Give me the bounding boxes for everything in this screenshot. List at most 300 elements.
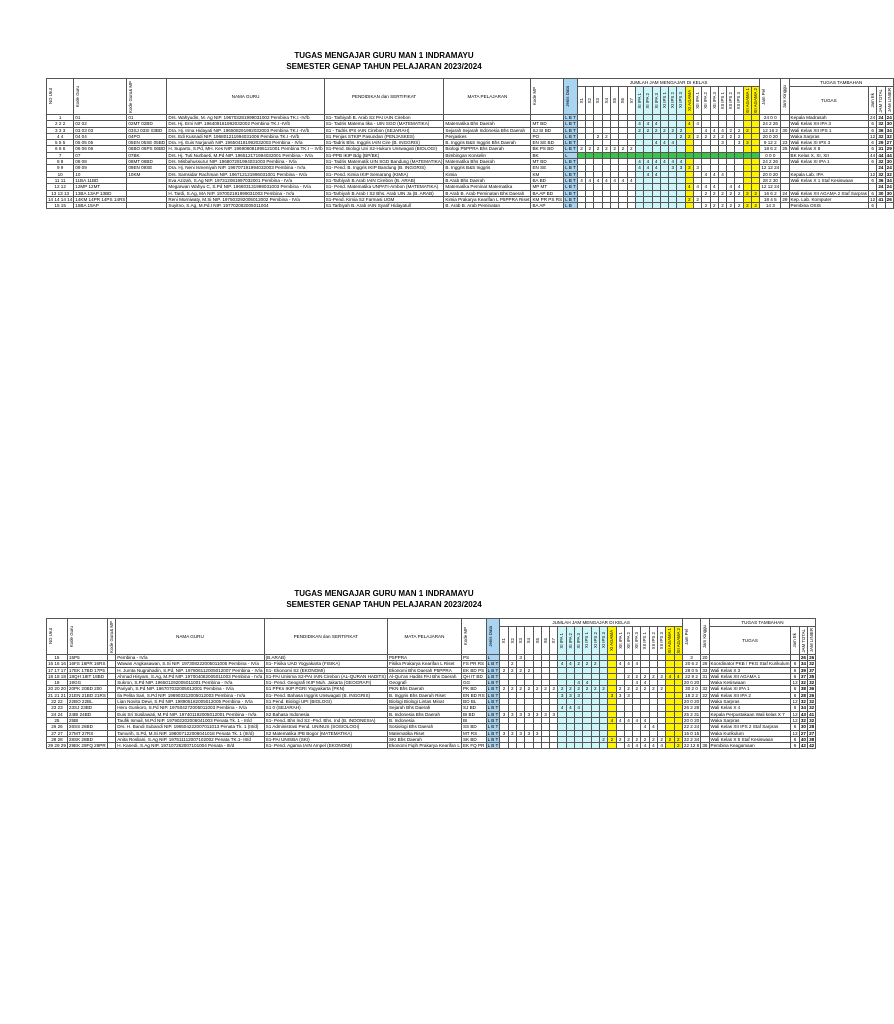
header-class [525, 627, 533, 655]
row-jam-kinggu: 31 [702, 673, 708, 679]
row-kode-guru: 24BI 24BD [67, 711, 107, 717]
row-jam-linier [885, 203, 893, 209]
header-label: X2 [587, 97, 593, 104]
row-jam-kinggu: 23 [782, 140, 788, 146]
header-label: XI IPA 3 [653, 92, 659, 109]
row-jam-pel: 22 12 8 [683, 743, 700, 749]
row-jenis-data: L B T [487, 724, 499, 730]
header-label: XII AGAMA 2 [753, 87, 759, 114]
row-mata-pelajaran: B. Inggris B&S Inggris Bhs Daerah [444, 140, 531, 146]
header-jam-kinggu [701, 619, 709, 655]
row-jam-kinggu: 22 [702, 692, 708, 698]
row-class-hours: 2 [633, 736, 641, 742]
row-class-hours [508, 743, 516, 749]
row-jam-pel: 15 0 15 [683, 730, 700, 736]
row-jam-kinggu: 28 [702, 661, 708, 667]
row-jam-linier: 32 [886, 171, 892, 177]
header-class [591, 627, 599, 655]
row-jam-pel: 20 0 20 [760, 171, 781, 177]
table-row [47, 152, 894, 158]
row-jam-total: 29 [878, 140, 884, 146]
row-jam-ek: 12 [870, 196, 876, 202]
row-class-hours [577, 203, 585, 209]
row-kode-guru: 10 [74, 171, 127, 177]
row-class-hours: 2 [669, 127, 677, 133]
header-jumlah-jam: JUMLAH JAM MENGAJAR DI KELAS [500, 619, 683, 627]
row-kode-guru: 08 08 [74, 159, 127, 165]
header-label: XI IPS 2 [670, 92, 676, 109]
row-nama-guru: H. Jumta Nugrahadin, S.Pd, NIP. 197806112005012007 Pembina - IV/a [117, 667, 263, 673]
header-label: XI IPS 3 [600, 632, 606, 649]
header-label: XII IPA 3 [711, 92, 717, 109]
teaching-table-2 [46, 618, 816, 749]
row-jam-total: 27 [800, 730, 806, 736]
header-label: XII IPA 1 [694, 92, 700, 109]
row-jam-linier: 30 [886, 159, 892, 165]
row-jam-total: 32 [800, 680, 806, 686]
row-jam-ek: 6 [868, 159, 876, 165]
row-class-hours [591, 743, 599, 749]
row-jam-pel: 26 2 28 [683, 705, 700, 711]
row-class-hours [677, 203, 685, 209]
row-kode-guru: 14KM 14PR 14PS 14RS [75, 196, 126, 202]
row-class-hours: 2 [500, 667, 508, 673]
row-class-hours: 4 [666, 673, 674, 679]
row-no: 25 [47, 717, 68, 723]
row-class-hours: 4 [693, 184, 701, 190]
row-class-hours: 4 [652, 121, 660, 127]
table-row [47, 203, 894, 209]
row-class-hours: 4 [616, 717, 624, 723]
row-kode-guru-mp [107, 743, 115, 749]
row-jenis-data: L B T [487, 705, 499, 711]
row-mata-pelajaran: B. Arab B. Arab Peminatan [444, 203, 531, 209]
header-nama-guru: NAMA GURU [116, 619, 264, 655]
row-class-hours [516, 743, 524, 749]
row-mata-pelajaran: Penjaskes [444, 133, 531, 139]
row-jam-linier: 32 [809, 699, 815, 705]
row-pendidikan: S1- Ekonomi S2 (EKONOMI) [264, 667, 387, 673]
row-class-hours [586, 203, 594, 209]
row-mata-pelajaran: Ekonomi Fiqih Prakarya Kearifan L [388, 743, 460, 749]
row-jam-linier: 24 [886, 165, 892, 171]
header-class [660, 87, 668, 115]
row-class-hours: 3 [500, 730, 508, 736]
row-kode-guru: 12MP 12MT [74, 184, 127, 190]
row-class-hours: 3 [616, 692, 624, 698]
row-class-hours: 2 [525, 686, 533, 692]
row-jam-ek: 12 [792, 699, 798, 705]
row-class-hours: 4 [611, 177, 619, 183]
header-label: XI IPS 1 [661, 92, 667, 109]
row-jenis-data: L B T [565, 140, 576, 146]
header-label: X1 [578, 97, 584, 104]
row-mata-pelajaran: Matematika Bhs Daerah [444, 121, 531, 127]
row-class-hours: 2 [624, 686, 632, 692]
header-class [627, 87, 635, 115]
row-class-hours [566, 743, 574, 749]
row-jam-ek: 6 [868, 177, 876, 183]
row-class-hours: 4 [677, 159, 685, 165]
row-class-hours: 2 [599, 686, 607, 692]
row-no: 15 15 [47, 203, 74, 209]
row-jam-pel: 28 0 5 [682, 667, 700, 673]
row-kode-guru-mp: 09EN 09SE [127, 165, 167, 171]
row-kode-mp: EK BD PS [462, 667, 485, 673]
header-label: X5 [612, 97, 618, 104]
row-class-hours: 4 [602, 177, 610, 183]
row-pendidikan: S1 PPKn IKIP PGRI Yogyakarta (PKN) [264, 686, 387, 692]
row-class-hours: 2 [602, 146, 610, 152]
row-mata-pelajaran: Fisika Prakarya Kearifan L Riset [387, 661, 461, 667]
header-label: Jam Ek [792, 633, 798, 648]
header-class [677, 87, 685, 115]
row-class-hours: 2 [641, 686, 649, 692]
row-kode-guru-mp: 01 [127, 115, 167, 121]
row-class-hours: 4 [674, 673, 682, 679]
row-no: 28 28 [47, 736, 68, 742]
table-row [47, 146, 894, 152]
row-jam-total: 42 [800, 743, 806, 749]
table-row [47, 190, 894, 196]
row-jam-total: 32 [878, 159, 884, 165]
row-no: 6 6 6 [47, 146, 74, 152]
row-class-hours: 4 [594, 177, 602, 183]
row-class-hours: 4 [633, 717, 641, 723]
row-jam-pel: 22 9 2 [682, 673, 700, 679]
row-jam-ek: 44 [870, 152, 876, 158]
row-kode-guru: 01 [74, 115, 127, 121]
page-2 [0, 588, 768, 610]
row-jenis-data: L B T [565, 196, 576, 202]
row-no: 20 20 20 [48, 686, 66, 692]
row-nama-guru: Lian Novita Dewi, S.Pd NIP. 198905182005012005 Pembina - IV/a [116, 699, 264, 705]
header-class [608, 627, 616, 655]
row-kode-mp: BK PS BD [531, 146, 564, 152]
row-class-hours: 4 [644, 165, 652, 171]
row-class-hours: 4 [702, 171, 710, 177]
row-kode-guru: 15BA 15AP [74, 203, 127, 209]
row-class-hours [550, 743, 558, 749]
row-jenis-data: L B T [487, 699, 499, 705]
row-jenis-data: L B T [487, 730, 499, 736]
row-pendidikan: (B.ARAB) [264, 655, 387, 661]
header-label: XII IPA 2 [703, 92, 709, 109]
row-pendidikan: S1- Pend. Matematika UNPATI-Ambon (MATEMATIKA) [324, 184, 444, 190]
row-jam-pel: 18 4 5 [760, 196, 781, 202]
row-jam-total: 32 [800, 717, 806, 723]
row-class-hours: 2 [594, 133, 602, 139]
row-nama-guru: Drs. Samsidar Rachman NIP. 196712121996031001 Pembina - IV/a [167, 171, 324, 177]
row-nama-guru: Ila Pelita Sari, S.Pd NIP. 196903312005012003 Pembina - IV/a [116, 692, 264, 698]
row-jam-pel: 0 0 0 [760, 152, 781, 158]
row-mata-pelajaran: PKN Bhs Daerah [387, 686, 461, 692]
row-jenis-data: L [564, 152, 578, 158]
row-class-hours: 2 [508, 661, 516, 667]
row-pendidikan: S1-PAI UNISBA (SKI) [264, 736, 387, 742]
header-label: Kode MP [462, 627, 468, 646]
row-class-hours: 4 [624, 661, 632, 667]
row-kode-guru: 13BA 13AP 13BD [74, 190, 127, 196]
row-jenis-data: L [486, 655, 500, 661]
row-jam-total: 32 [878, 133, 884, 139]
header-label: XI IPA 1 [559, 632, 565, 649]
header-class [644, 87, 652, 115]
header-kode-guru-mp [127, 79, 167, 115]
header-class [649, 627, 657, 655]
row-class-hours: 2 [718, 133, 726, 139]
row-class-hours: 4 [558, 661, 566, 667]
row-kode-guru: 05 05 05 [74, 140, 127, 146]
row-jam-total: 37 [800, 673, 806, 679]
header-class [735, 87, 743, 115]
row-class-hours: 2 [658, 736, 666, 742]
row-tugas: Waka Sarpras [709, 717, 791, 723]
row-mata-pelajaran: Kimia [444, 171, 531, 177]
row-jam-total: 32 [878, 121, 884, 127]
row-nama-guru: Wawan Angkasawan, S.Si NIP. 197308222005011005 Pembina - IV/a [116, 661, 264, 667]
row-class-hours: 4 [685, 121, 693, 127]
header-jam-pel [682, 619, 700, 655]
row-nama-guru: Suyitno, S.Ag, M.Pd.I NIP. 197702082005011004 [167, 203, 324, 209]
header-label: Kode Guru& MP [128, 80, 134, 113]
row-mata-pelajaran: B. Inggris B&S Inggris [444, 165, 531, 171]
row-jam-total: 44 [878, 152, 884, 158]
row-jenis-data: L B T [565, 121, 576, 127]
row-kode-mp: MT BD [531, 159, 564, 165]
row-kode-mp: SK BD [461, 736, 486, 742]
header-label: Jam Kinggu [782, 84, 788, 109]
row-tugas: Kep. Lab. Komputer [789, 196, 868, 202]
header-jenis-data [564, 79, 578, 115]
row-no: 4 4 [47, 133, 74, 139]
row-jam-ek: 24 [870, 115, 876, 120]
row-class-hours: 4 [718, 171, 726, 177]
header-mapel: MATA PELAJARAN [387, 619, 461, 655]
row-class-hours [594, 203, 602, 209]
row-class-hours: 3 [525, 711, 533, 717]
row-tugas: Wali Kelas XII IPA 2 [709, 692, 791, 698]
row-class-hours: 3 [677, 165, 685, 171]
header-class [727, 87, 735, 115]
row-class-hours: 4 [558, 705, 566, 711]
header-label: XII IPA 2 [625, 632, 631, 649]
row-no: 19 [47, 680, 68, 686]
header-class [500, 627, 508, 655]
row-jenis-data: L B T [487, 673, 499, 679]
row-jam-linier: 32 [809, 705, 815, 711]
row-jam-total: 32 [878, 171, 884, 177]
row-class-hours: 2 [624, 736, 632, 742]
row-class-hours [693, 203, 701, 209]
row-no: 16 16 16 [48, 661, 66, 667]
row-class-hours: 2 [616, 736, 624, 742]
row-no: 22 22 [47, 699, 68, 705]
row-nama-guru: H. Suparto, S.Pd, MH. Kes NIP. 196908081995121001 Pembina TK.I -- IV/b [168, 146, 323, 152]
header-jam-pel [760, 79, 781, 115]
teaching-table-1 [46, 78, 894, 209]
row-jam-linier: 36 [809, 686, 815, 692]
header-label: Jam Ek [869, 93, 875, 108]
page-subtitle: SEMESTER GENAP TAHUN PELAJARAN 2023/2024 [286, 600, 482, 609]
row-kode-guru: 19GG [67, 680, 107, 686]
header-class [624, 627, 632, 655]
row-jam-ek: 6 [868, 146, 876, 152]
row-class-hours: 4 [660, 159, 668, 165]
row-class-hours: 2 [516, 686, 524, 692]
row-nama-guru: Heru Gunkoro, S.Pd NIP. 197504272005011003 Pembina - IV/a [116, 705, 264, 711]
header-label: X6 [620, 97, 626, 104]
row-nama-guru: Dra. Hj. Irma Hidayati NIP. 196508291992032003 Pembina TK.I -IV/b [167, 127, 324, 133]
header-class [583, 627, 591, 655]
row-class-hours: 4 [641, 717, 649, 723]
row-jenis-data: L B T [565, 177, 576, 183]
row-class-hours: 2 [685, 133, 693, 139]
header-class [541, 627, 549, 655]
header-label: XI AGAMA [686, 90, 692, 111]
row-kode-guru-mp: 06BO 06PS 06BD [128, 146, 166, 152]
row-class-hours [635, 203, 643, 209]
header-class [602, 87, 610, 115]
row-jam-pel: 14 3 [760, 203, 781, 209]
row-class-hours: 2 [624, 673, 632, 679]
row-class-hours: 2 [702, 133, 710, 139]
row-class-hours: 2 [674, 743, 682, 749]
header-class [710, 87, 718, 115]
row-jam-total: 34 [800, 661, 806, 667]
row-kode-guru-mp: 04PO [127, 133, 167, 139]
row-jam-linier: 29 [886, 146, 892, 152]
row-class-hours: 2 [508, 667, 516, 673]
row-class-hours: 3 [693, 165, 701, 171]
header-label: NO Urut [48, 628, 53, 645]
page-subtitle: SEMESTER GENAP TAHUN PELAJARAN 2023/2024 [286, 62, 482, 71]
row-kode-mp: KM PR PS RS [532, 196, 563, 202]
row-jam-linier: 26 [886, 196, 892, 202]
row-class-hours: 2 [743, 190, 751, 196]
row-kode-mp: PK BD [461, 686, 486, 692]
row-class-hours: 2 [693, 196, 701, 202]
row-class-hours [652, 203, 660, 209]
header-label: XI IPA 1 [636, 92, 642, 109]
row-jam-ek: 6 [791, 673, 799, 679]
row-class-hours: 2 [735, 203, 743, 209]
header-label: XII IPS 1 [719, 91, 725, 110]
header-jam-total [877, 87, 885, 115]
row-kode-guru: 22BO 22BL [67, 699, 107, 705]
row-class-hours: 3 [541, 711, 549, 717]
row-jam-linier: 26 [809, 655, 815, 660]
row-class-hours: 2 [702, 190, 710, 196]
row-tugas: Wali Kelas X 1 Staf Kesiswaan [789, 177, 868, 183]
row-class-hours: 4 [710, 184, 718, 190]
row-kode-guru: 09 09 [74, 165, 127, 171]
row-jam-linier: 32 [809, 717, 815, 723]
row-pendidikan: S1- Pend. Bahasa Inggris Unswagati (B. INGGRIS) [264, 692, 387, 698]
row-pendidikan: S1-PAI Unisma S2-PAI IAIN Cirebon (AL-QURAN HADITS) [265, 673, 386, 679]
header-class [718, 87, 726, 115]
row-pendidikan: S1 Penjas STKIP Pasundan (PENJASKES) [324, 133, 444, 139]
header-jam-total [799, 627, 807, 655]
row-jam-linier: 34 [886, 177, 892, 183]
row-jam-linier: 24 [886, 184, 892, 190]
row-pendidikan: S1-Tadris Bhs. Inggris IAIN Cire (B. INGGRIS) [324, 140, 444, 146]
row-class-hours: 2 [710, 190, 718, 196]
row-jam-total: 40 [800, 736, 806, 742]
row-tugas: Koordinator PKB / PKG Staf Kurikulum [710, 661, 790, 667]
header-label: Jam Kinggu [702, 624, 708, 649]
row-class-hours: 2 [591, 686, 599, 692]
header-label: JAM LINIER [809, 628, 815, 653]
row-no: 9 9 [47, 165, 74, 171]
row-class-hours: 2 [702, 203, 710, 209]
row-kode-mp: BA BD [531, 177, 564, 183]
row-tugas: Waka Sarpras [789, 133, 868, 139]
row-jam-total: 36 [878, 127, 884, 133]
row-class-hours [599, 743, 607, 749]
row-jenis-data: L B T [487, 717, 499, 723]
row-jam-total: 30 [878, 190, 884, 196]
row-class-hours [533, 743, 541, 749]
row-jam-ek: 6 [868, 121, 876, 127]
table-row [47, 127, 894, 133]
row-class-hours [500, 743, 508, 749]
row-kode-guru-mp: 07BK [127, 152, 167, 158]
row-pendidikan: S1 - Tadris IPS IAIN Cirebon (SEJARAH) [324, 127, 444, 133]
row-kode-guru: 21EN 21BD 21RS [68, 692, 106, 698]
row-jenis-data: L B T [487, 711, 499, 717]
row-mata-pelajaran: Ekonomi Bhs Daerah P5PPRA [387, 667, 461, 673]
row-jam-ek: 6 [868, 140, 876, 146]
row-class-hours: 2 [649, 736, 657, 742]
table-row [47, 184, 894, 190]
header-label: Jam Pel [683, 628, 689, 645]
row-mata-pelajaran: Bimbingan Konselin [444, 152, 531, 158]
header-no-urut [47, 619, 68, 655]
row-class-hours: 3 [533, 730, 541, 736]
row-kode-mp: EN SE BD [531, 140, 564, 146]
row-kode-mp: EN BD RS [462, 692, 485, 698]
row-jam-pel: 30 2 0 [682, 686, 700, 692]
row-tugas: Wali Kelas XII IPA 3 [789, 121, 868, 127]
row-class-hours: 2 [575, 686, 583, 692]
row-class-hours: 4 [575, 705, 583, 711]
row-jam-kinggu: 30 [782, 127, 788, 133]
row-mata-pelajaran: B. Inggris Bhs Daerah Riset [387, 692, 461, 698]
row-no: 23 23 [47, 705, 68, 711]
row-class-hours: 4 [727, 184, 735, 190]
row-pendidikan: S2 Matematika IPB Bogor (MATEMATIKA) [264, 730, 387, 736]
row-class-hours: 2 [710, 203, 718, 209]
row-class-hours: 4 [641, 724, 649, 730]
row-kode-mp: SJ BD [461, 705, 486, 711]
row-kode-mp: BA AP BD [531, 190, 564, 196]
row-tugas: Wali Kelas XII IPS 1 [789, 127, 868, 133]
row-class-hours: 4 [710, 127, 718, 133]
header-pendidikan: PENDIDIKAN dan SERTIFIKAT [324, 79, 444, 115]
header-label: XI IPA 2 [567, 632, 573, 649]
header-label: JAM LINIER [886, 88, 892, 113]
header-class [702, 87, 710, 115]
row-jam-linier: 32 [809, 661, 815, 667]
header-nama-guru: NAMA GURU [167, 79, 324, 115]
row-class-hours: 2 [658, 673, 666, 679]
row-nama-guru: Drs. Misbahussurur NIP. 196807281994031003 Pembina - IV/a [167, 159, 324, 165]
row-jam-kinggu: 29 [782, 196, 788, 202]
row-class-hours: 3 [575, 692, 583, 698]
row-no: 7 [47, 152, 74, 158]
row-jam-total: 36 [878, 177, 884, 183]
